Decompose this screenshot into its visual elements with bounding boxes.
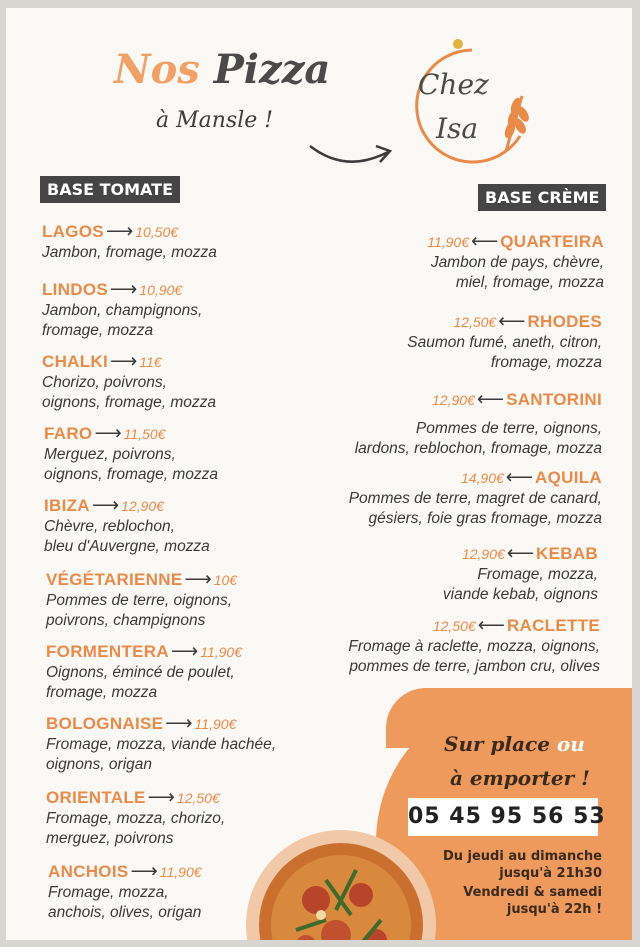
title-nos: Nos bbox=[114, 46, 200, 93]
menu-item-chalki: CHALKI ⟶ 11€ Chorizo, poivrons, oignons, fromage, mozza bbox=[42, 351, 217, 411]
menu-item-bolognaise: BOLOGNAISE ⟶ 11,90€ Fromage, mozza, viande hachée, oignons, origan bbox=[46, 713, 277, 773]
badge-base-tomate: BASE TOMATE bbox=[40, 176, 180, 203]
pizza-image bbox=[256, 840, 426, 940]
menu-item-orientale: ORIENTALE ⟶ 12,50€ Fromage, mozza, chorizo, merguez, poivrons bbox=[46, 787, 226, 847]
title-pizza: Pizza bbox=[213, 46, 331, 93]
order-line2: à emporter ! bbox=[450, 766, 590, 790]
badge-base-creme: BASE CRÈME bbox=[478, 184, 606, 211]
page-title bbox=[114, 46, 331, 93]
menu-item-vegetarienne: VÉGÉTARIENNE ⟶ 10€ Pommes de terre, oignons, poivrons, champignons bbox=[46, 569, 238, 629]
menu-item-rhodes: 12,50€ ⟵ RHODES Saumon fumé, aneth, citron, fromage, mozza bbox=[407, 311, 602, 371]
curved-arrow-icon bbox=[306, 138, 396, 174]
menu-item-quarteira: 11,90€ ⟵ QUARTEIRA Jambon de pays, chèvre, miel, fromage, mozza bbox=[427, 231, 604, 291]
menu-item-anchois: ANCHOIS ⟶ 11,90€ Fromage, mozza, anchois, olives, origan bbox=[48, 861, 202, 921]
logo-ring bbox=[410, 36, 534, 176]
menu-item-raclette: 12,50€ ⟵ RACLETTE Fromage à raclette, mozza, oignons, pommes de terre, jambon cru, olives bbox=[348, 615, 600, 675]
menu-item-aquila: 14,90€ ⟵ AQUILA Pommes de terre, magret de canard, gésiers, foie gras fromage, mozza bbox=[348, 467, 602, 527]
opening-hours: Du jeudi au dimanche jusqu'à 21h30 Vendredi & samedi jusqu'à 22h ! bbox=[442, 849, 602, 917]
subtitle: à Mansle ! bbox=[156, 108, 274, 133]
menu-item-faro: FARO ⟶ 11,50€ Merguez, poivrons, oignons, fromage, mozza bbox=[44, 423, 219, 483]
menu-item-santorini: 12,90€ ⟵ SANTORINI Pommes de terre, oignons, lardons, reblochon, fromage, mozza bbox=[354, 389, 602, 457]
order-line1: Sur place ou bbox=[444, 732, 585, 756]
menu-item-ibiza: IBIZA ⟶ 12,90€ Chèvre, reblochon, bleu d'Auvergne, mozza bbox=[44, 495, 210, 555]
menu-flyer bbox=[6, 8, 632, 940]
logo-text-chez: Chez bbox=[418, 68, 489, 101]
menu-item-kebab: 12,90€ ⟵ KEBAB Fromage, mozza, viande kebab, oignons bbox=[442, 543, 598, 603]
logo-text-isa: Isa bbox=[436, 112, 479, 145]
bee-icon bbox=[453, 39, 463, 49]
menu-item-formentera: FORMENTERA ⟶ 11,90€ Oignons, émincé de poulet, fromage, mozza bbox=[46, 641, 242, 701]
phone-number[interactable]: 05 45 95 56 53 bbox=[408, 798, 598, 836]
menu-item-lagos: LAGOS ⟶ 10,50€ Jambon, fromage, mozza bbox=[42, 221, 217, 261]
menu-item-lindos: LINDOS ⟶ 10,90€ Jambon, champignons, fromage, mozza bbox=[42, 279, 203, 339]
